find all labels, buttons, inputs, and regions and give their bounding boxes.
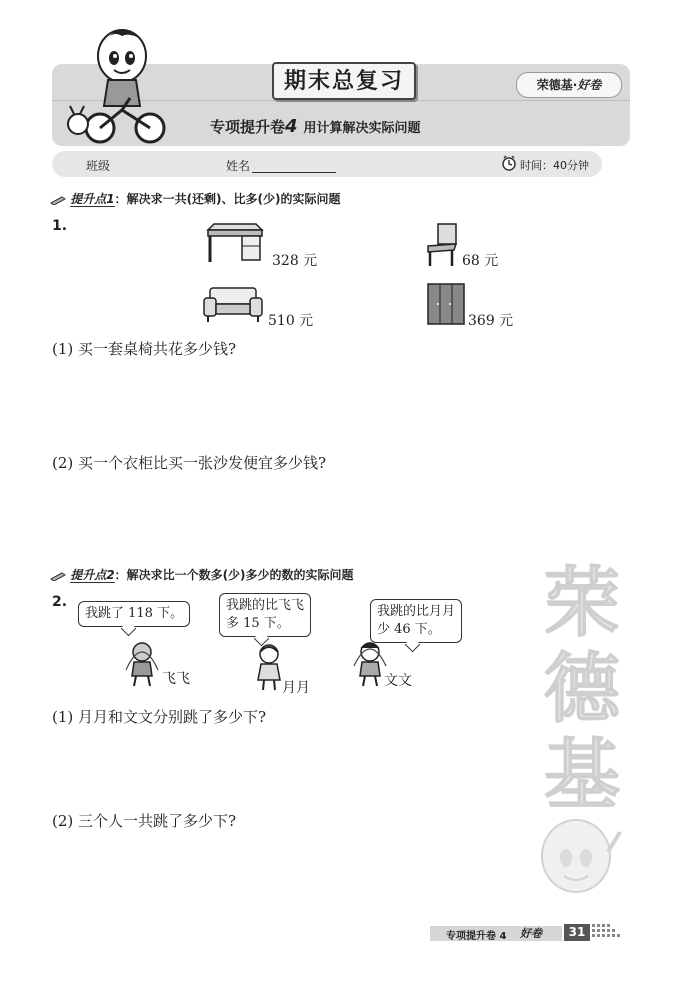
question-2-part-2: (2) 三个人一共跳了多少下? <box>52 812 237 830</box>
footer-label: 专项提升卷 4 <box>446 931 507 942</box>
wardrobe-icon <box>426 282 466 326</box>
desk-icon <box>204 222 266 264</box>
speech-yueyue-line2: 多 15 下。 <box>226 616 290 631</box>
speech-yueyue-line1: 我跳的比飞飞 <box>226 598 305 613</box>
page-number: 31 <box>564 924 590 941</box>
point-1-heading: 提升点1：解决求一共(还剩)、比多(少)的实际问题 <box>50 190 341 207</box>
question-1-part-2: (2) 买一个衣柜比买一张沙发便宜多少钱? <box>52 454 327 472</box>
mascot-icon <box>60 14 170 154</box>
sofa-icon <box>202 284 264 324</box>
speech-wenwen-line2: 少 46 下。 <box>377 622 441 637</box>
point-2-tag: 提升点2 <box>70 568 115 582</box>
name-label: 姓名 <box>226 159 251 173</box>
subtitle <box>210 116 421 137</box>
subtitle-number: 4 <box>285 116 298 137</box>
footer-grid-decoration <box>592 924 628 941</box>
chair-icon <box>424 222 460 268</box>
subtitle-prefix: 专项提升卷 <box>210 118 286 136</box>
pencil-icon <box>50 195 66 205</box>
speech-wenwen-line1: 我跳的比月月 <box>377 604 456 619</box>
point-2-heading: 提升点2：解决求比一个数多(少)多少的数的实际问题 <box>50 566 354 583</box>
brand-sub: 好卷 <box>577 78 602 92</box>
kid-name-wenwen: 文文 <box>384 673 412 689</box>
footer-brand: 好卷 <box>520 927 542 940</box>
wardrobe-price: 369 元 <box>468 313 514 329</box>
name-field-line <box>252 172 336 173</box>
speech-bubble-wenwen <box>370 599 462 643</box>
chair-price: 68 元 <box>462 253 499 269</box>
question-2-number: 2. <box>52 594 68 610</box>
subtitle-topic: 用计算解决实际问题 <box>303 121 421 136</box>
question-1-part-1: (1) 买一套桌椅共花多少钱? <box>52 340 237 358</box>
class-label: 班级 <box>86 159 111 173</box>
speech-feifei: 我跳了 118 下。 <box>85 606 184 621</box>
kid-name-yueyue: 月月 <box>282 680 310 696</box>
point-1-tag: 提升点1 <box>70 192 115 206</box>
point-1-title: 解决求一共(还剩)、比多(少)的实际问题 <box>126 192 341 206</box>
mascot-watermark-icon <box>530 812 626 902</box>
watermark-char: 德 <box>544 644 620 733</box>
speech-bubble-yueyue <box>219 593 311 637</box>
watermark <box>534 560 630 818</box>
kid-name-feifei: 飞飞 <box>162 671 190 687</box>
point-2-title: 解决求比一个数多(少)多少的数的实际问题 <box>126 568 354 582</box>
kid-icon <box>252 642 286 692</box>
brand-badge: 荣德基·好卷 <box>516 72 622 98</box>
desk-price: 328 元 <box>272 253 318 269</box>
kid-icon <box>122 640 162 688</box>
watermark-char: 荣 <box>544 558 620 647</box>
time-label: 时间：40分钟 <box>520 159 589 172</box>
kid-icon <box>352 640 388 690</box>
sofa-price: 510 元 <box>268 313 314 329</box>
page-title: 期末总复习 <box>272 62 416 100</box>
pencil-icon <box>50 571 66 581</box>
question-1-number: 1. <box>52 218 68 234</box>
brand-name: 荣德基 <box>536 78 573 92</box>
speech-bubble-feifei <box>78 601 190 627</box>
watermark-char: 基 <box>544 730 620 819</box>
question-2-part-1: (1) 月月和文文分别跳了多少下? <box>52 708 267 726</box>
clock-icon <box>500 154 518 172</box>
